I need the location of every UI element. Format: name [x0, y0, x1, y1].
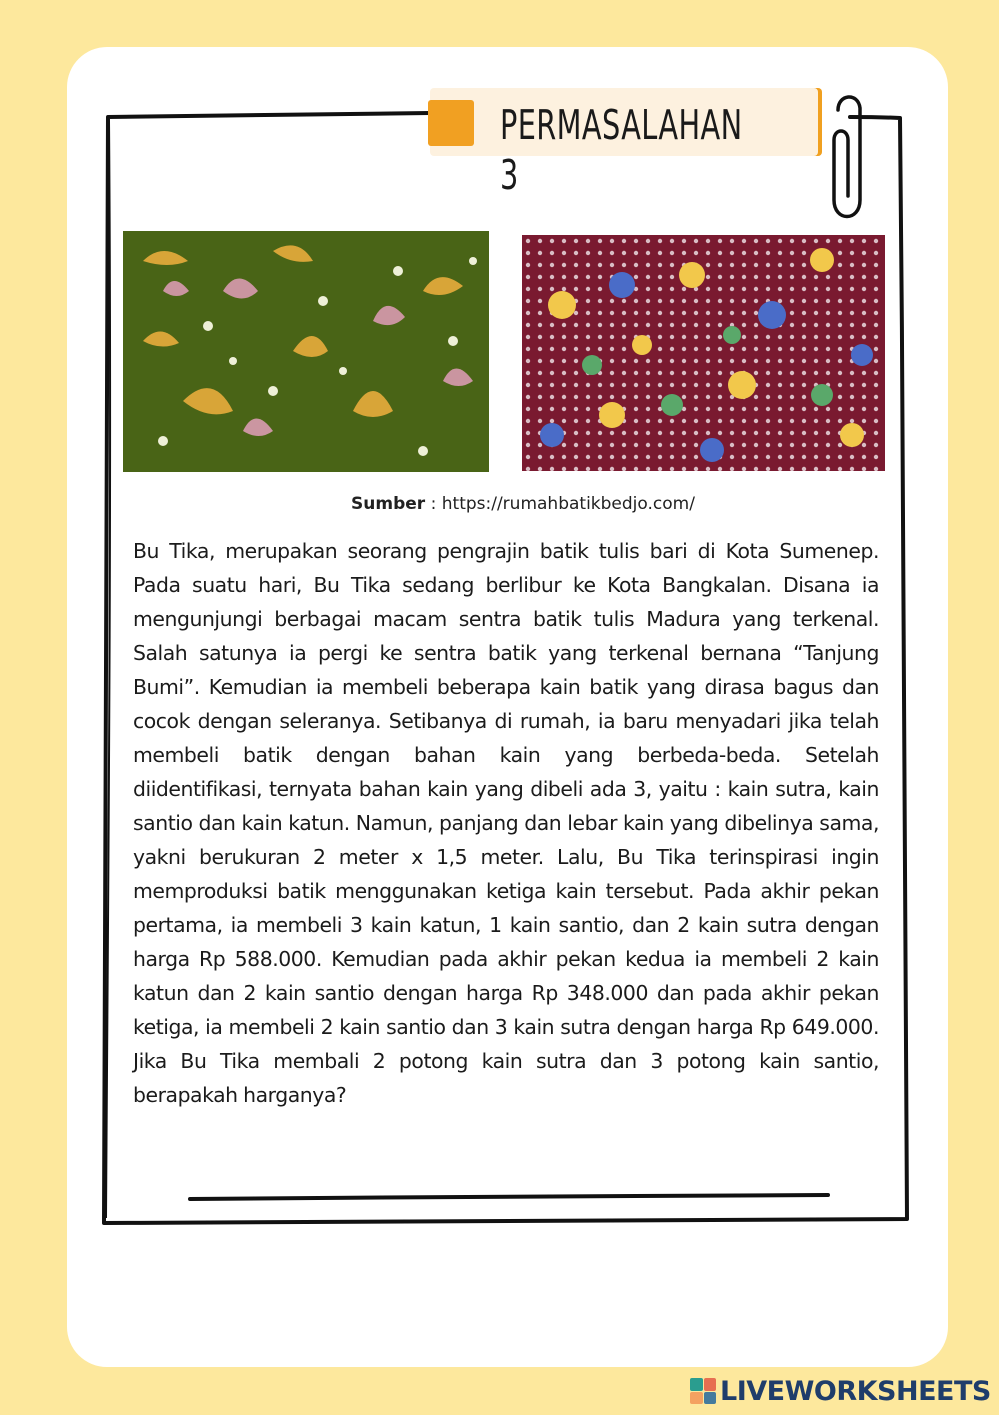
image-source: [123, 492, 923, 516]
problem-text: Bu Tika, merupakan seorang pengrajin batik tulis bari di Kota Sumenep. Pada suatu hari, Bu Tika sedang berlibur ke Kota Bangkalan. Disana ia mengunjungi berbagai macam sentra batik tulis Madura yang terkenal. Salah satunya ia pergi ke sentra batik yang terkenal bernana “Tanjung Bumi”. Kemudian ia membeli beberapa kain batik yang dirasa bagus dan cocok dengan seleranya. Setibanya di rumah, ia baru menyadari jika telah membeli batik dengan bahan kain yang berbeda-beda. Setelah diidentifikasi, ternyata bahan kain yang dibeli ada 3, yaitu : kain sutra, kain santio dan kain katun. Namun, panjang dan lebar kain yang dibelinya sama, yakni berukuran 2 meter x 1,5 meter. Lalu, Bu Tika terinspirasi ingin memproduksi batik menggunakan ketiga kain tersebut. Pada akhir pekan pertama, ia membeli 3 kain katun, 1 kain santio, dan 2 kain sutra dengan harga Rp 588.000. Kemudian pada akhir pekan kedua ia membeli 2 kain katun dan 2 kain santio dengan harga Rp 348.000 dan pada akhir pekan ketiga, ia membeli 2 kain santio dan 3 kain sutra dengan harga Rp 649.000. Jika Bu Tika membali 2 potong kain sutra dan 3 potong kain santio, berapakah harganya?: [133, 539, 879, 1107]
maroon-batik-photo: [522, 235, 885, 471]
page-title: PERMASALAHAN 3: [500, 101, 743, 199]
title-square-icon: [428, 100, 474, 146]
brand-name: LIVEWORKSHEETS: [720, 1375, 991, 1407]
source-label: Sumber: [351, 494, 426, 514]
green-batik-photo: [123, 231, 489, 472]
source-url[interactable]: https://rumahbatikbedjo.com/: [441, 494, 695, 514]
source-separator: :: [425, 494, 442, 514]
liveworksheets-logo-icon: [690, 1378, 716, 1404]
liveworksheets-brand[interactable]: [690, 1376, 991, 1406]
